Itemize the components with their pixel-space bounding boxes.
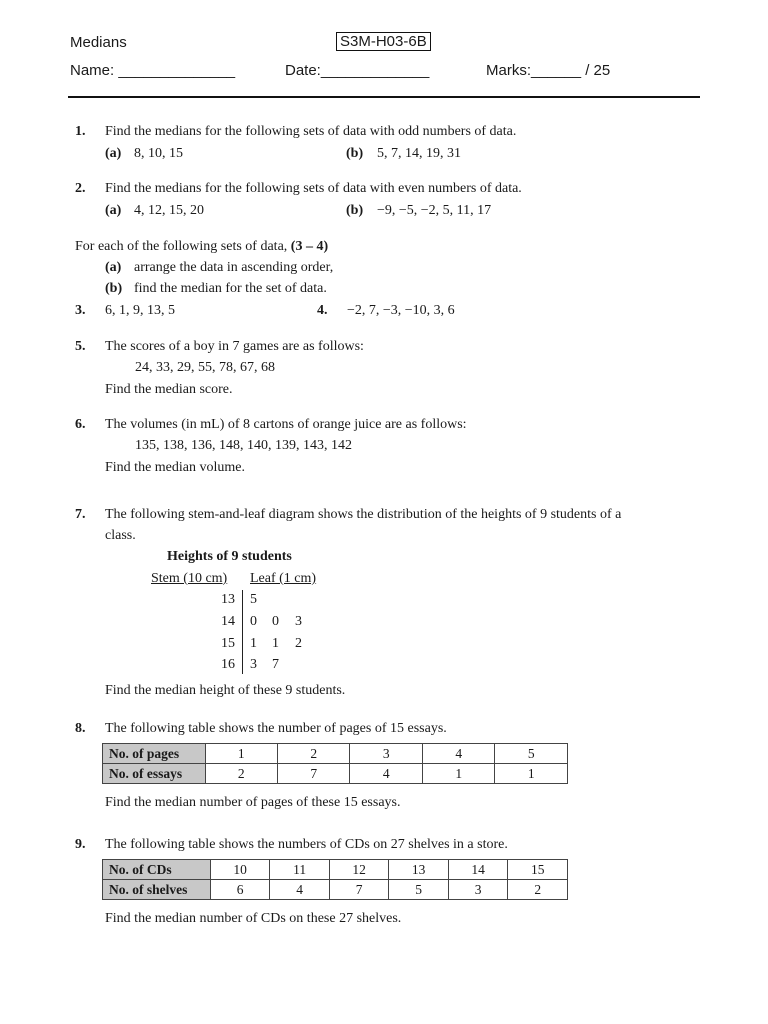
q1-number: 1. [75, 124, 86, 139]
q34-a-label: (a) [105, 260, 122, 275]
q34-intro [75, 239, 328, 255]
table-cell: 2 [508, 880, 568, 900]
table-cell: 13 [389, 860, 449, 880]
marks-field: Marks:______ / 25 [486, 62, 611, 79]
table-header-cell: No. of CDs [103, 860, 211, 880]
table-row [103, 744, 568, 764]
table-row [103, 860, 568, 880]
table-cell: 11 [270, 860, 330, 880]
stem-row-3-leaf-2: 1 [272, 636, 279, 651]
stem-row-1-stem: 13 [221, 592, 235, 607]
table-cell: 1 [495, 764, 568, 784]
q1-a-label: (a) [105, 146, 122, 161]
table-cell: 12 [329, 860, 389, 880]
q34-b-label: (b) [105, 281, 123, 296]
table-cell: 5 [389, 880, 449, 900]
q1-b-text: 5, 7, 14, 19, 31 [377, 146, 461, 161]
q8-frequency-table [102, 743, 568, 784]
table-row [103, 880, 568, 900]
q7-number: 7. [75, 507, 86, 522]
q9-text: The following table shows the numbers of CDs on 27 shelves in a store. [105, 837, 508, 852]
q5-number: 5. [75, 339, 86, 354]
q3-text: 6, 1, 9, 13, 5 [105, 303, 175, 318]
stem-row-2-leaf-2: 0 [272, 614, 279, 629]
table-header-cell: No. of essays [103, 764, 206, 784]
q9-number: 9. [75, 837, 86, 852]
q8-ask: Find the median number of pages of these 15 essays. [105, 795, 401, 810]
q7-text-line1: The following stem-and-leaf diagram shows the distribution of the heights of 9 students of a [105, 507, 622, 522]
stem-leaf-title: Heights of 9 students [167, 549, 292, 564]
q9-frequency-table [102, 859, 568, 900]
table-cell: 5 [495, 744, 568, 764]
q34-b-text: find the median for the set of data. [134, 281, 327, 296]
q1-a-text: 8, 10, 15 [134, 146, 183, 161]
header-divider [68, 96, 700, 98]
stem-row-1-leaf-1: 5 [250, 592, 257, 607]
table-cell: 4 [270, 880, 330, 900]
q5-data: 24, 33, 29, 55, 78, 67, 68 [135, 360, 275, 375]
table-cell: 1 [205, 744, 277, 764]
stem-row-3-stem: 15 [221, 636, 235, 651]
table-header-cell: No. of shelves [103, 880, 211, 900]
table-cell: 4 [350, 764, 422, 784]
stem-row-2-stem: 14 [221, 614, 235, 629]
table-cell: 2 [205, 764, 277, 784]
q3-number: 3. [75, 303, 86, 318]
worksheet-code-box: S3M-H03-6B [336, 32, 431, 51]
table-cell: 10 [210, 860, 270, 880]
table-cell: 1 [422, 764, 494, 784]
table-cell: 3 [448, 880, 508, 900]
q4-text: −2, 7, −3, −10, 3, 6 [347, 303, 455, 318]
table-cell: 2 [278, 744, 350, 764]
stem-row-3-leaf-3: 2 [295, 636, 302, 651]
q6-number: 6. [75, 417, 86, 432]
q7-text-line2: class. [105, 528, 136, 543]
q2-text: Find the medians for the following sets of data with even numbers of data. [105, 181, 522, 196]
stem-row-2-leaf-3: 3 [295, 614, 302, 629]
stem-leaf-divider [242, 590, 243, 674]
q2-b-text: −9, −5, −2, 5, 11, 17 [377, 203, 492, 218]
q8-text: The following table shows the number of pages of 15 essays. [105, 721, 447, 736]
q5-text: The scores of a boy in 7 games are as follows: [105, 339, 364, 354]
q34-range: (3 – 4) [290, 239, 329, 254]
q5-ask: Find the median score. [105, 382, 233, 397]
q2-number: 2. [75, 181, 86, 196]
q2-b-label: (b) [346, 203, 364, 218]
stem-header: Stem (10 cm) [151, 571, 228, 586]
q34-a-text: arrange the data in ascending order, [134, 260, 334, 275]
stem-row-4-leaf-2: 7 [272, 657, 279, 672]
q6-text: The volumes (in mL) of 8 cartons of orange juice are as follows: [105, 417, 467, 432]
table-cell: 7 [329, 880, 389, 900]
q2-a-text: 4, 12, 15, 20 [134, 203, 204, 218]
stem-row-4-leaf-1: 3 [250, 657, 257, 672]
q4-number: 4. [317, 303, 328, 318]
name-field: Name: ______________ [70, 62, 236, 79]
q6-ask: Find the median volume. [105, 460, 245, 475]
date-field: Date:_____________ [285, 62, 430, 79]
q8-number: 8. [75, 721, 86, 736]
table-cell: 4 [422, 744, 494, 764]
q34-intro-text: For each of the following sets of data, [75, 239, 288, 254]
leaf-header: Leaf (1 cm) [250, 571, 317, 586]
table-cell: 3 [350, 744, 422, 764]
table-cell: 14 [448, 860, 508, 880]
table-cell: 7 [278, 764, 350, 784]
q1-text: Find the medians for the following sets of data with odd numbers of data. [105, 124, 517, 139]
q1-b-label: (b) [346, 146, 364, 161]
q6-data: 135, 138, 136, 148, 140, 139, 143, 142 [135, 438, 352, 453]
q2-a-label: (a) [105, 203, 122, 218]
stem-row-3-leaf-1: 1 [250, 636, 257, 651]
stem-row-4-stem: 16 [221, 657, 235, 672]
table-header-cell: No. of pages [103, 744, 206, 764]
table-cell: 15 [508, 860, 568, 880]
table-row [103, 764, 568, 784]
worksheet-title: Medians [70, 34, 127, 51]
worksheet-code [336, 33, 431, 50]
q7-ask: Find the median height of these 9 students. [105, 683, 346, 698]
table-cell: 6 [210, 880, 270, 900]
q9-ask: Find the median number of CDs on these 27 shelves. [105, 911, 402, 926]
stem-row-2-leaf-1: 0 [250, 614, 257, 629]
